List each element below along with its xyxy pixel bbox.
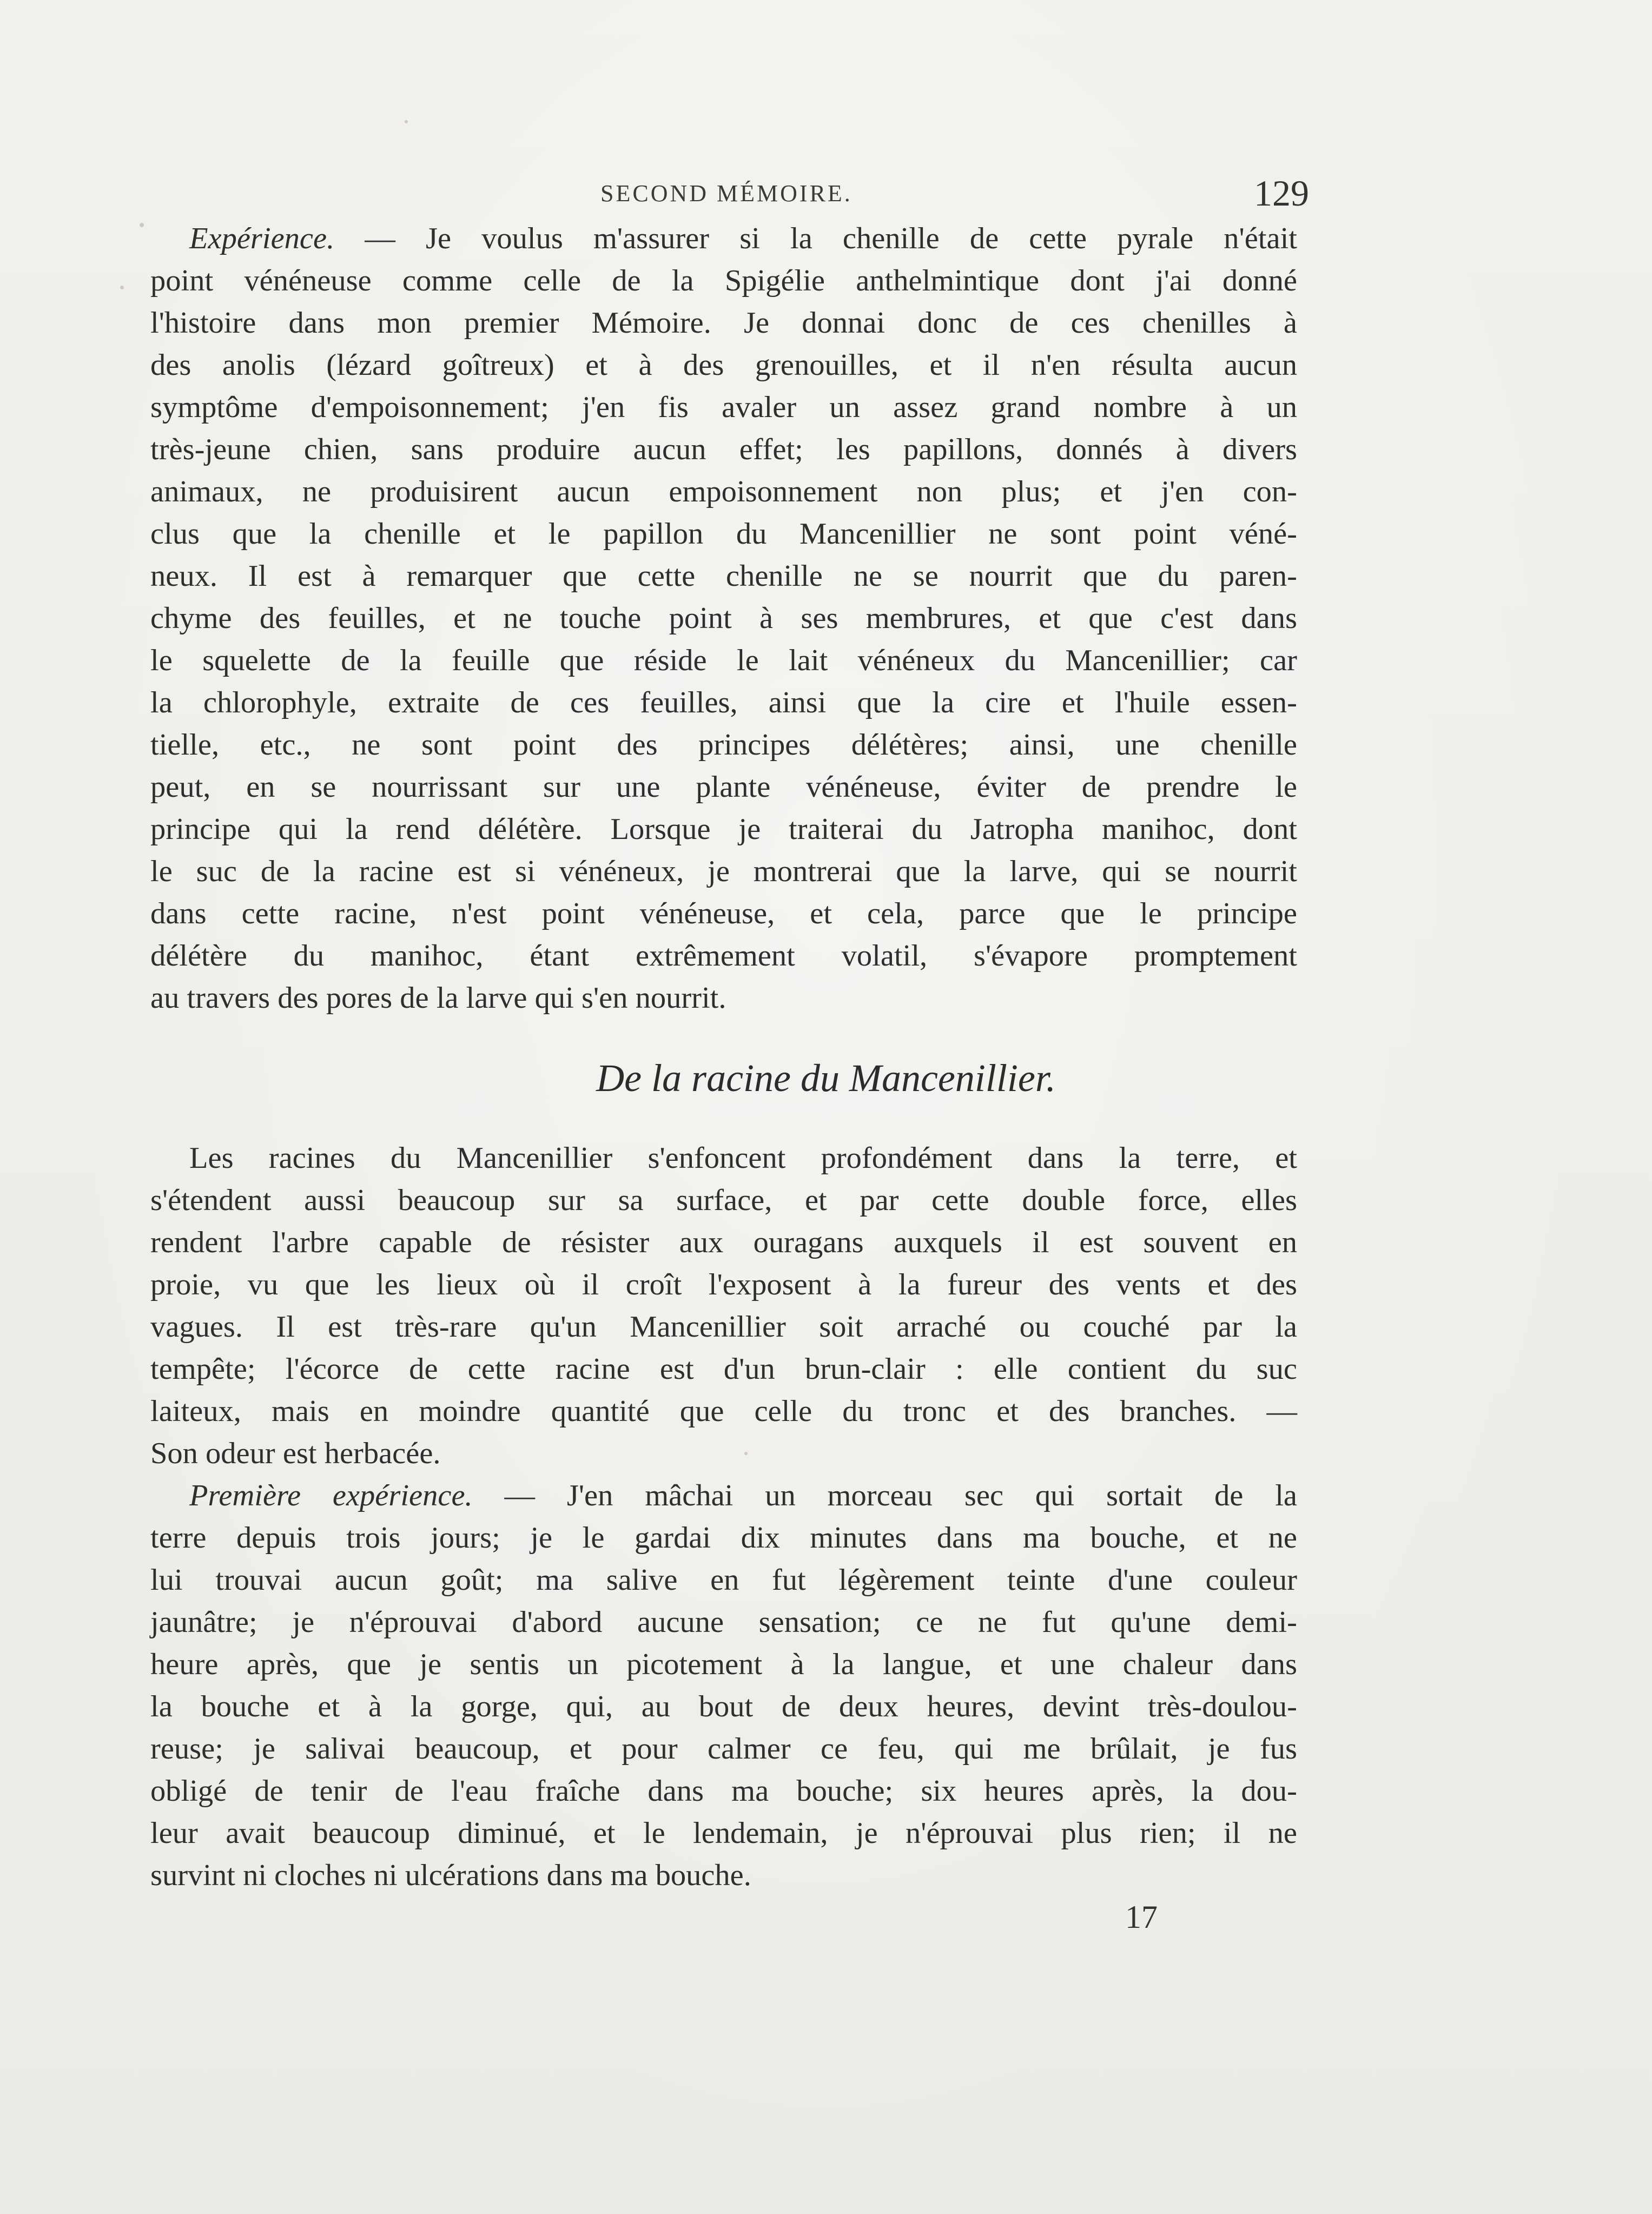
text-line: peut, en se nourrissant sur une plante vénéneuse, éviter de prendre le bbox=[150, 770, 1297, 804]
text-line: leur avait beaucoup diminué, et le lendemain, je n'éprouvai plus rien; il ne bbox=[150, 1816, 1297, 1850]
text-line: chyme des feuilles, et ne touche point à ses membrures, et que c'est dans bbox=[150, 602, 1297, 635]
text-line: neux. Il est à remarquer que cette chenille ne se nourrit que du paren- bbox=[150, 559, 1297, 593]
paper-speck bbox=[405, 120, 408, 123]
text-line: heure après, que je sentis un picotement à la langue, et une chaleur dans bbox=[150, 1648, 1297, 1681]
signature-mark: 17 bbox=[1125, 1899, 1158, 1935]
text-line: rendent l'arbre capable de résister aux ouragans auxquels il est souvent en bbox=[150, 1226, 1297, 1259]
paper-speck bbox=[120, 286, 124, 289]
text-line: Les racines du Mancenillier s'enfoncent profondément dans la terre, et bbox=[189, 1141, 1297, 1175]
text-line: terre depuis trois jours; je le gardai dix minutes dans ma bouche, et ne bbox=[150, 1521, 1297, 1555]
text-line: obligé de tenir de l'eau fraîche dans ma bouche; six heures après, la dou- bbox=[150, 1774, 1297, 1808]
text-line: très-jeune chien, sans produire aucun effet; les papillons, donnés à divers bbox=[150, 433, 1297, 466]
text-line: symptôme d'empoisonnement; j'en fis avaler un assez grand nombre à un bbox=[150, 391, 1297, 424]
paragraph-lead: Expérience. bbox=[189, 222, 335, 255]
text-line: survint ni cloches ni ulcérations dans ma bouche. bbox=[150, 1859, 751, 1892]
text-line: vagues. Il est très-rare qu'un Mancenillier soit arraché ou couché par la bbox=[150, 1310, 1297, 1344]
text-line: reuse; je salivai beaucoup, et pour calmer ce feu, qui me brûlait, je fus bbox=[150, 1732, 1297, 1766]
text-line: dans cette racine, n'est point vénéneuse, et cela, parce que le principe bbox=[150, 897, 1297, 930]
root-description-paragraphs bbox=[150, 1137, 1297, 1896]
text-line: jaunâtre; je n'éprouvai d'abord aucune sensation; ce ne fut qu'une demi- bbox=[150, 1605, 1297, 1639]
text-line: la bouche et à la gorge, qui, au bout de deux heures, devint très-doulou- bbox=[150, 1690, 1297, 1723]
text-line: lui trouvai aucun goût; ma salive en fut légèrement teinte d'une couleur bbox=[150, 1563, 1297, 1597]
page-header bbox=[151, 172, 1309, 215]
text-line: délétère du manihoc, étant extrêmement volatil, s'évapore promptement bbox=[150, 939, 1297, 973]
experience-paragraph bbox=[150, 217, 1297, 1019]
text-line: animaux, ne produisirent aucun empoisonnement non plus; et j'en con- bbox=[150, 475, 1297, 508]
text-line: au travers des pores de la larve qui s'en nourrit. bbox=[150, 981, 726, 1015]
text-line: l'histoire dans mon premier Mémoire. Je donnai donc de ces chenilles à bbox=[150, 306, 1297, 340]
text-line: la chlorophyle, extraite de ces feuilles, ainsi que la cire et l'huile essen- bbox=[150, 686, 1297, 719]
text-line: tempête; l'écorce de cette racine est d'un brun-clair : elle contient du suc bbox=[150, 1352, 1297, 1386]
text-line: proie, vu que les lieux où il croît l'exposent à la fureur des vents et des bbox=[150, 1268, 1297, 1301]
text-line: clus que la chenille et le papillon du Mancenillier ne sont point véné- bbox=[150, 517, 1297, 551]
text-line: principe qui la rend délétère. Lorsque je traiterai du Jatropha manihoc, dont bbox=[150, 812, 1297, 846]
section-heading: De la racine du Mancenillier. bbox=[596, 1056, 1056, 1100]
text-line: point vénéneuse comme celle de la Spigélie anthelmintique dont j'ai donné bbox=[150, 264, 1297, 298]
running-head: SECOND MÉMOIRE. bbox=[600, 180, 853, 207]
text-line: le suc de la racine est si vénéneux, je montrerai que la larve, qui se nourrit bbox=[150, 855, 1297, 888]
text-line: laiteux, mais en moindre quantité que celle du tronc et des branches. — bbox=[150, 1395, 1297, 1428]
text-line: Première expérience. — J'en mâchai un morceau sec qui sortait de la bbox=[189, 1479, 1297, 1512]
text-line: Expérience. — Je voulus m'assurer si la chenille de cette pyrale n'était bbox=[189, 222, 1297, 255]
page-number: 129 bbox=[1254, 173, 1309, 214]
paper-speck bbox=[140, 223, 144, 227]
text-line: des anolis (lézard goîtreux) et à des grenouilles, et il n'en résulta aucun bbox=[150, 348, 1297, 382]
text-line: Son odeur est herbacée. bbox=[150, 1437, 441, 1470]
paragraph-lead: Première expérience. bbox=[189, 1479, 473, 1512]
text-line: tielle, etc., ne sont point des principes délétères; ainsi, une chenille bbox=[150, 728, 1297, 762]
text-line: s'étendent aussi beaucoup sur sa surface, et par cette double force, elles bbox=[150, 1184, 1297, 1217]
text-line: le squelette de la feuille que réside le lait vénéneux du Mancenillier; car bbox=[150, 644, 1297, 677]
